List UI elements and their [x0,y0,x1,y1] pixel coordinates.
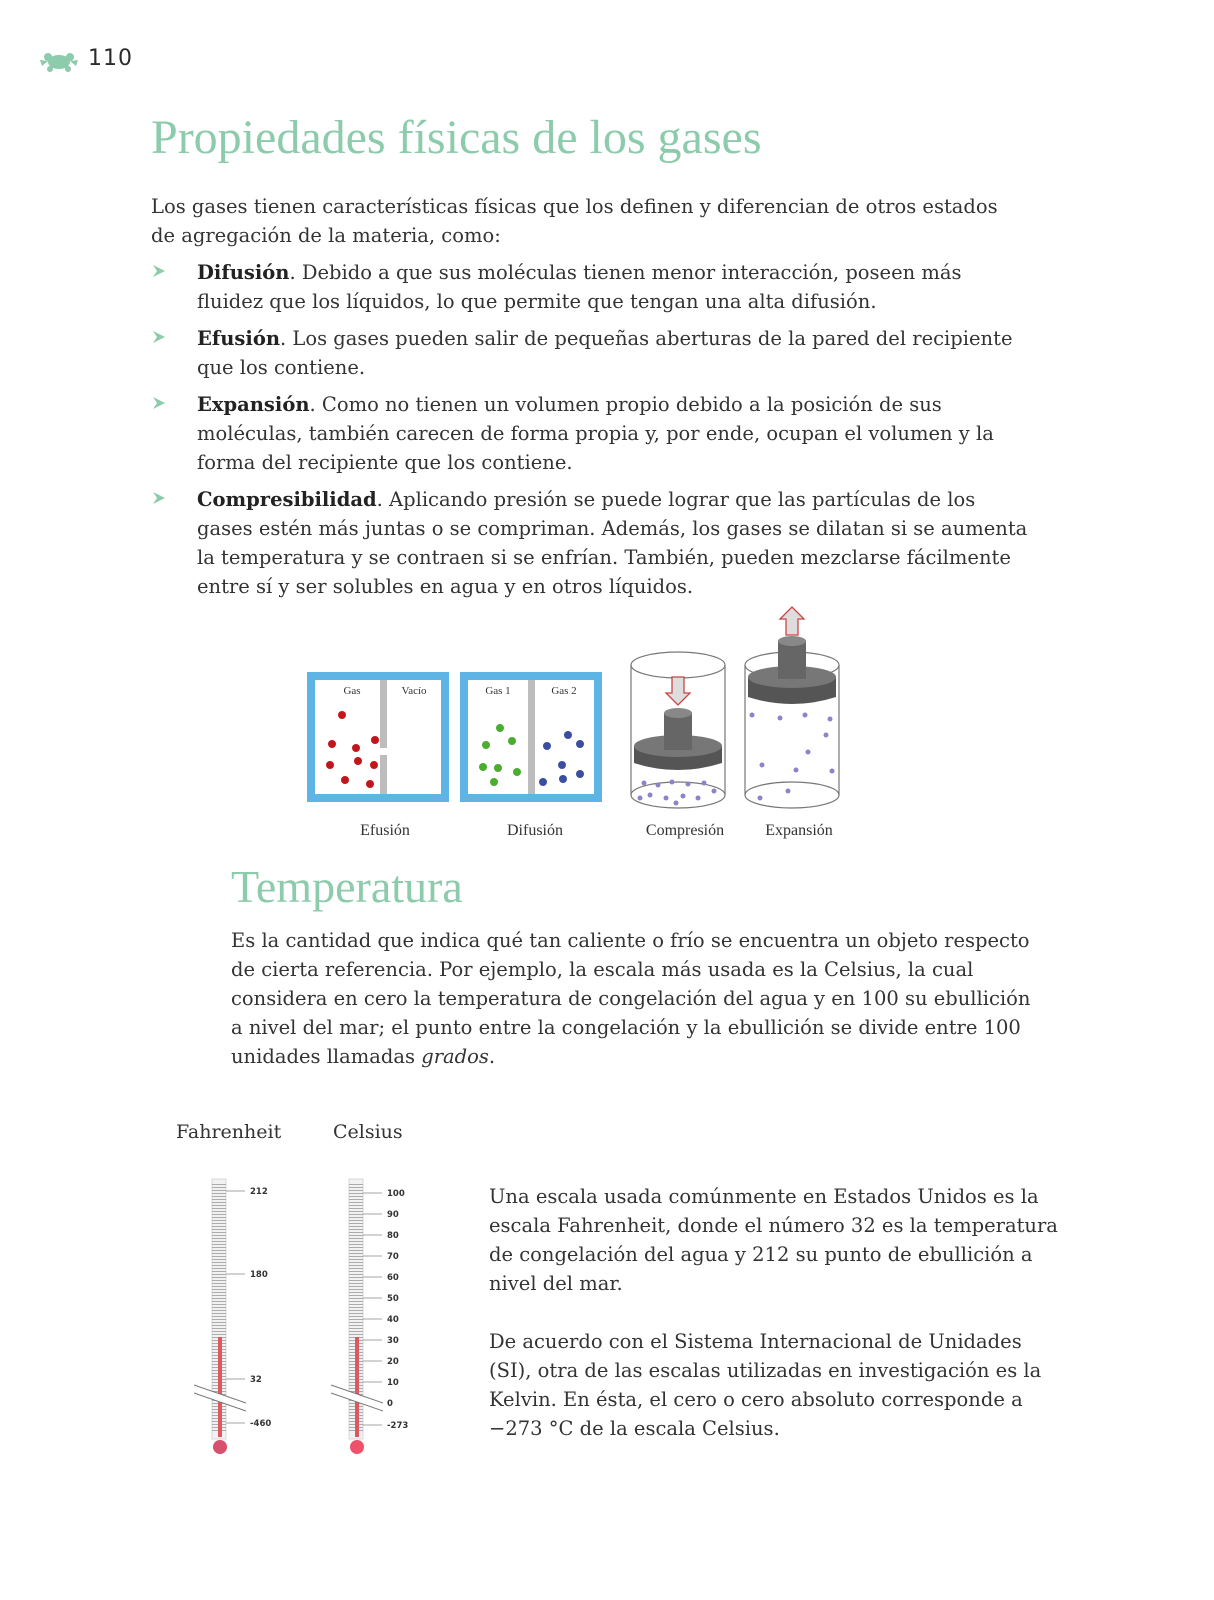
efusion-label: Efusión [360,822,410,839]
celsius-thermometer [327,1175,427,1465]
intro-paragraph: Los gases tienen características físicas que los definen y diferencian de otros estados de agregación de la materia, como: [151,195,998,247]
fahrenheit-title: Fahrenheit [176,1121,282,1143]
celsius-tick-minus-273: -273 [387,1421,409,1431]
difusion-left-label: Gas 1 [485,685,511,697]
property-text: . Debido a que sus moléculas tienen menor interacción, poseen más fluidez que los líquidos, lo que permite que tengan una alta difusión. [197,261,962,313]
temperatura-text: Es la cantidad que indica qué tan caliente o frío se encuentra un objeto respecto de cierta referencia. Por ejemplo, la escala más usada es la Celsius, la cual considera en cero la temperatura de congelación del agua y en 100 su ebullición a nivel del mar; el punto entre la congelación y la ebullición se divide entre 100 unidades llamadas [231,929,1031,1068]
property-item [151,390,1031,477]
celsius-tick-60: 60 [387,1273,399,1283]
temperatura-title: Temperatura [231,861,463,912]
celsius-tick-70: 70 [387,1252,399,1262]
arrow-down-icon [666,677,690,705]
expansion-label: Expansión [765,822,833,839]
expansion-diagram [745,607,839,808]
celsius-tick-40: 40 [387,1315,399,1325]
difusion-right-label: Gas 2 [551,685,577,697]
property-text: . Como no tienen un volumen propio debido a la posición de sus moléculas, también carecen de forma propia y, por ende, ocupan el volumen y la forma del recipiente que los contiene. [197,393,994,474]
property-item [151,485,1031,601]
page-number: 110 [88,46,133,71]
fahrenheit-tick-180: 180 [250,1270,268,1280]
celsius-tick-50: 50 [387,1294,399,1304]
celsius-title: Celsius [333,1121,403,1143]
compresion-diagram [631,652,725,808]
property-term: Difusión [197,261,290,284]
efusion-right-label: Vacío [401,685,427,697]
chevron-right-icon [151,329,167,345]
property-term: Compresibilidad [197,488,377,511]
fahrenheit-paragraph: Una escala usada comúnmente en Estados Unidos es la escala Fahrenheit, donde el número 32 es la temperatura de congelación del agua y 212 su punto de ebullición a nivel del mar. [489,1185,1058,1295]
temperatura-paragraph [231,926,1031,1071]
celsius-tick-30: 30 [387,1336,399,1346]
properties-list [151,258,1031,609]
page-ornament-icon [38,48,80,76]
property-item [151,324,1031,382]
temperatura-text-end: . [488,1045,496,1068]
property-text: . Los gases pueden salir de pequeñas aberturas de la pared del recipiente que los contiene. [197,327,1013,379]
fahrenheit-tick-minus-460: -460 [250,1419,272,1429]
celsius-tick-80: 80 [387,1231,399,1241]
chevron-right-icon [151,263,167,279]
property-item [151,258,1031,316]
arrow-up-icon [780,607,804,635]
section-title: Propiedades físicas de los gases [151,111,762,164]
property-text: . Aplicando presión se puede lograr que las partículas de los gases estén más juntas o se compriman. Además, los gases se dilatan si se aumenta la temperatura y se contraen si se enfrían. También, pueden mezclarse fácilmente entre sí y ser solubles en agua y en otros líquidos. [197,488,1028,598]
celsius-tick-10: 10 [387,1378,399,1388]
celsius-tick-0: 0 [387,1399,393,1409]
fahrenheit-tick-212: 212 [250,1187,268,1197]
property-term: Efusión [197,327,280,350]
temperatura-italic: grados [421,1045,489,1068]
chevron-right-icon [151,490,167,506]
celsius-tick-20: 20 [387,1357,399,1367]
gas-properties-figure [300,605,860,820]
efusion-left-label: Gas [343,685,361,697]
compresion-label: Compresión [645,822,725,839]
fahrenheit-thermometer [190,1175,290,1465]
chevron-right-icon [151,395,167,411]
kelvin-paragraph: De acuerdo con el Sistema Internacional de Unidades (SI), otra de las escalas utilizadas en investigación es la Kelvin. En ésta, el cero o cero absoluto corresponde a −273 °C de la escala Celsius. [489,1330,1042,1440]
property-term: Expansión [197,393,310,416]
fahrenheit-tick-32: 32 [250,1375,262,1385]
scales-description [489,1182,1059,1472]
difusion-label: Difusión [507,822,563,839]
celsius-tick-90: 90 [387,1210,399,1220]
efusion-diagram [311,676,445,798]
celsius-tick-100: 100 [387,1189,405,1199]
difusion-diagram [464,676,598,798]
